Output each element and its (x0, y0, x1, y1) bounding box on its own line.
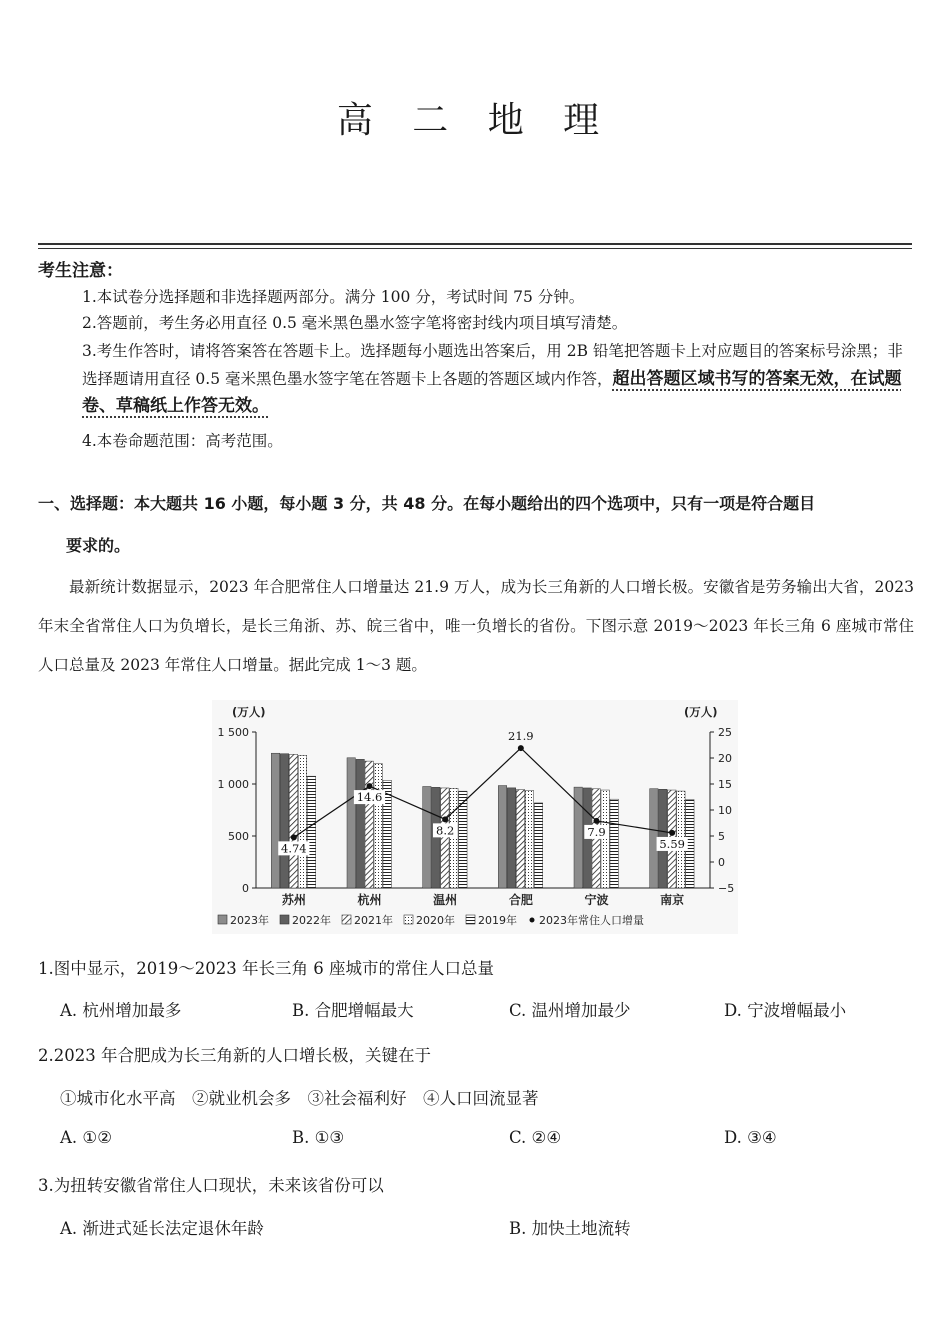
legend-swatch (218, 915, 227, 924)
legend-swatch (466, 915, 475, 924)
section-heading-line2: 要求的。 (66, 536, 131, 555)
question-3-option-b: B. 加快土地流转 (509, 1219, 631, 1238)
question-1-option-c: C. 温州增加最少 (509, 1001, 631, 1020)
notice-item-3-text: 3.考生作答时，请将答案答在答题卡上。选择题每小题选出答案后，用 2B 铅笔把答题卡上对应题目的答案标号涂黑；非选择题请用直径 0.5 毫米黑色墨水签字笔在答题卡上各题的答题区域内作答， (82, 342, 903, 388)
data-label: 21.9 (508, 729, 534, 744)
x-tick-label: 杭州 (357, 893, 382, 907)
bar (347, 758, 355, 888)
x-tick-label: 苏州 (281, 893, 306, 907)
left-axis-unit: (万人) (232, 705, 266, 719)
bar (601, 790, 609, 888)
question-3-option-a: A. 渐进式延长法定退休年龄 (60, 1219, 264, 1238)
section-heading (38, 483, 914, 567)
x-tick-label: 温州 (433, 893, 458, 907)
increase-point (518, 745, 524, 751)
bar (507, 788, 515, 888)
bar (525, 791, 533, 888)
question-1-option-d: D. 宁波增幅最小 (724, 1001, 847, 1020)
data-label: 8.2 (436, 823, 455, 838)
increase-point (291, 834, 297, 840)
question-2-items: ①城市化水平高 ②就业机会多 ③社会福利好 ④人口回流显著 (60, 1089, 539, 1108)
bar (441, 788, 449, 888)
increase-point (594, 818, 600, 824)
question-1-stem: 1.图中显示，2019～2023 年长三角 6 座城市的常住人口总量 (38, 959, 494, 978)
left-tick-label: 1 000 (217, 778, 249, 791)
question-2-stem: 2.2023 年合肥成为长三角新的人口增长极，关键在于 (38, 1046, 431, 1065)
right-tick-label: 25 (718, 726, 732, 739)
population-chart (212, 700, 738, 934)
bar (423, 786, 431, 888)
bar (574, 787, 582, 888)
right-tick-label: 20 (718, 752, 732, 765)
right-tick-label: 15 (718, 778, 732, 791)
legend-label: 2023年 (230, 914, 269, 927)
right-tick-label: 0 (718, 856, 725, 869)
legend-swatch (280, 915, 289, 924)
right-tick-label: 5 (718, 830, 725, 843)
notice-item-3 (82, 338, 914, 421)
question-1-option-b: B. 合肥增幅最大 (292, 1001, 414, 1020)
page-title: 高 二 地 理 (336, 100, 614, 141)
left-tick-label: 1 500 (217, 726, 249, 739)
question-3-stem: 3.为扭转安徽省常住人口现状，未来该省份可以 (38, 1176, 384, 1195)
data-label: 4.74 (281, 841, 307, 856)
bar (610, 799, 618, 888)
x-tick-label: 合肥 (508, 893, 533, 907)
bar (374, 764, 382, 888)
right-axis-unit: (万人) (684, 705, 718, 719)
notice-item-1: 1.本试卷分选择题和非选择题两部分。满分 100 分，考试时间 75 分钟。 (82, 288, 585, 306)
question-2-option-d: D. ③④ (724, 1128, 777, 1147)
notice-item-4: 4.本卷命题范围：高考范围。 (82, 432, 283, 450)
increase-point (669, 830, 675, 836)
right-tick-label: 10 (718, 804, 732, 817)
section-heading-line1: 一、选择题：本大题共 16 小题，每小题 3 分，共 48 分。在每小题给出的四个选项中，只有一项是符合题目 (38, 494, 816, 513)
data-label: 5.59 (659, 836, 685, 851)
legend-label: 2023年常住人口增量 (539, 914, 644, 927)
question-2-option-b: B. ①③ (292, 1128, 345, 1147)
notice-emphasis: 超出答题区域书写的答案无效，在试题卷、草稿纸上作答无效。 (82, 368, 902, 416)
bar (534, 803, 542, 888)
x-tick-label: 南京 (660, 893, 685, 907)
question-1-option-a: A. 杭州增加最多 (60, 1001, 182, 1020)
bar (498, 786, 506, 888)
legend-label: 2020年 (416, 914, 455, 927)
legend-swatch (404, 915, 413, 924)
bar (516, 790, 524, 888)
intro-paragraph: 最新统计数据显示，2023 年合肥常住人口增量达 21.9 万人，成为长三角新的人口增长极。安徽省是劳务输出大省，2023 年末全省常住人口为负增长，是长三角浙、苏、皖三省中，唯一负增长的省份。下图示意 2019～2023 年长三角 6 座城市常住人口总量及 2023 年常住人口增量。据此完成 1～3 题。 (38, 578, 914, 674)
increase-point (442, 816, 448, 822)
legend-label: 2019年 (478, 914, 517, 927)
notice-heading: 考生注意： (38, 261, 123, 281)
bar (432, 787, 440, 888)
question-2-option-a: A. ①② (60, 1128, 112, 1147)
bar (307, 776, 315, 888)
data-label: 14.6 (356, 790, 383, 805)
bar (450, 788, 458, 888)
legend-swatch (342, 915, 351, 924)
legend-label: 2022年 (292, 914, 331, 927)
legend-point-icon (530, 918, 535, 923)
right-tick-label: −5 (718, 882, 735, 895)
header-rule-thin (38, 248, 912, 249)
left-tick-label: 500 (228, 830, 249, 843)
bar (298, 755, 306, 888)
bar (289, 754, 297, 888)
data-label: 7.9 (587, 824, 606, 839)
bar (356, 759, 364, 888)
bar (365, 761, 373, 888)
header-rule (38, 243, 912, 245)
left-tick-label: 0 (242, 882, 249, 895)
x-tick-label: 宁波 (584, 893, 609, 907)
notice-item-2: 2.答题前，考生务必用直径 0.5 毫米黑色墨水签字笔将密封线内项目填写清楚。 (82, 314, 628, 332)
bar (271, 753, 279, 888)
increase-point (367, 783, 373, 789)
legend-label: 2021年 (354, 914, 393, 927)
bar (280, 754, 288, 888)
question-2-option-c: C. ②④ (509, 1128, 562, 1147)
